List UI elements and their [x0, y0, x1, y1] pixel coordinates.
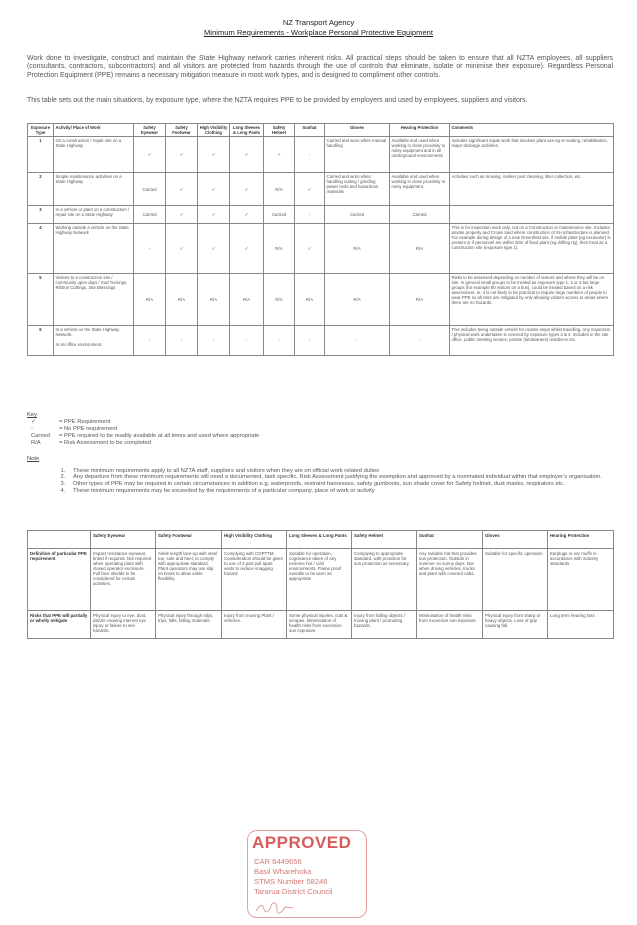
note-item: 1. These minimum requirements apply to all NZTA staff, suppliers and visitors when they are on official work related duties [67, 468, 613, 475]
col-header: Long Sleeves & Long Pants [230, 124, 264, 137]
hivis-cell: R/A [198, 274, 230, 326]
helmet-cell: R/A [264, 224, 295, 274]
helmet-cell: - [264, 326, 295, 356]
stamp-line: Tararua District Council [254, 887, 333, 896]
sleeves-cell: ✓ [230, 206, 264, 224]
comments-cell: Includes significant repair work that involves plant use eg re-sealing, rehabilitation, major drainage activities. [450, 137, 614, 173]
col-header: Comments [450, 124, 614, 137]
intro-paragraph-1: Work done to investigate, construct and maintain the State Highway network carries inherent risks. All practical steps should be taken to ensure that all NZTA employees, all suppliers (consultants, contractors, subcontractors) and all visitors are protected from hazards through the use of controls that eliminate, isolate or minimise their exposure). Regardless Personal Protection Equipment (PPE) remains a necessary mitigation measure in most work types, and is designed to compliment other controls. [27, 55, 613, 79]
col-header: Hearing Protection [548, 531, 614, 549]
table-cell: Injury from moving Plant / vehicles. [222, 611, 287, 639]
hearing-cell: Carried [390, 206, 450, 224]
hivis-cell: ✓ [198, 137, 230, 173]
table-row [28, 224, 614, 274]
helmet-cell: R/A [264, 274, 295, 326]
footwear-cell: ✓ [166, 224, 198, 274]
stamp-title: APPROVED [252, 833, 352, 852]
notes-section [27, 456, 613, 495]
table-cell: Suitable for operation, cognisance taken of any extreme hot / cold environments. Flame proof overalls to be worn as appropriate [287, 549, 352, 611]
exposure-type: 4 [28, 224, 54, 274]
note-item: 2. Any departure from these minimum requirements will need a documented, task specific, Risk Assessment justifying the exemption and approved by a nominated individual within that employer's organisation. [67, 474, 613, 481]
table-row [28, 549, 614, 611]
activity-cell: Simple maintenance activities on a State Highway [54, 173, 134, 206]
footwear-cell: - [166, 326, 198, 356]
exposure-type: 6 [28, 326, 54, 356]
activity-text: In a vehicle on the State Highway Network. [55, 327, 120, 337]
table-row [28, 326, 614, 356]
requirements-table [27, 123, 614, 356]
footwear-cell: ✓ [166, 206, 198, 224]
table-cell: Physical injury from sharp or heavy objects. Loss of grip causing fall. [483, 611, 548, 639]
sleeves-cell: ✓ [230, 137, 264, 173]
table-cell: Earplugs or ear muffs in accordance with industry standards [548, 549, 614, 611]
col-header: Sunhat [295, 124, 325, 137]
col-header: Safety Helmet [264, 124, 295, 137]
ppe-definition-table [27, 530, 614, 639]
requirements-header-row [28, 124, 614, 137]
col-header: Activity/ Place of Work [54, 124, 134, 137]
table-cell: Physical injury through slips, trips, falls, falling materials. [156, 611, 222, 639]
key-title: Key [27, 412, 37, 418]
approved-stamp [247, 830, 367, 918]
col-header: Safety Helmet [352, 531, 417, 549]
gloves-cell: R/A [325, 274, 390, 326]
document-title: NZ Transport Agency [282, 18, 355, 27]
table-cell: Physical injury to eye; dust; dazzle causing internal eye injury or failure to see hazards. [91, 611, 156, 639]
sunhat-cell: - [295, 206, 325, 224]
gloves-cell: R/A [325, 224, 390, 274]
key-text: = PPE required to be readily available at all times and used where appropriate [59, 432, 260, 439]
table-cell: Any suitable hat that provides sun protection. Outside in summer on sunny days. Not when driving vehicles, trucks and plant with covered cabs. [417, 549, 483, 611]
hearing-cell: R/A [390, 224, 450, 274]
table-cell: Injury from falling objects / moving plant / protruding hazards. [352, 611, 417, 639]
activity-cell: Visitors to a construction site / community open days / Sod Turnings, Ribbon Cuttings, Site Blessings [54, 274, 134, 326]
row-header: Definition of particular PPE requirement [28, 549, 91, 611]
eyewear-cell: - [134, 326, 166, 356]
key-section [27, 412, 613, 447]
table-cell: Some physical injuries, cuts & scrapes. Minimisation of health risks from excessive sun exposure. [287, 611, 352, 639]
table-cell: Complying with COPTTM. Consideration should be given to use of 3 part pull apart vests to reduce snagging hazard [222, 549, 287, 611]
note-item: 4. These minimum requirements may be exceeded by the requirements of a particular company, place of work or activity [67, 488, 613, 495]
key-text: = PPE Requirement [59, 418, 111, 425]
gloves-cell: Carried and worn when manual handling [325, 137, 390, 173]
hivis-cell: ✓ [198, 206, 230, 224]
col-header: Safety Eyewear [134, 124, 166, 137]
col-header: Safety Footwear [166, 124, 198, 137]
stamp-line: Basil Wharehoka [254, 867, 312, 876]
key-symbol: R/A [31, 439, 41, 446]
ppe-header-row [28, 531, 614, 549]
col-header: High Visibility Clothing [198, 124, 230, 137]
helmet-cell: ✓ [264, 137, 295, 173]
eyewear-cell: ✓ [134, 137, 166, 173]
activity-cell: In a vehicle or plant on a construction / repair site on a State Highway [54, 206, 134, 224]
gloves-cell: - [325, 326, 390, 356]
helmet-cell: Carried [264, 206, 295, 224]
table-row [28, 137, 614, 173]
table-cell: Impact resistance eyewear, tinted if required. Not required when operating plant with closed operator enclosure. Full face shields to be considered for certain activities. [91, 549, 156, 611]
intro-paragraph-2: This table sets out the main situations, by exposure type, where the NZTA requires PPE to be provided by employers and used by employees, suppliers and visitors. [27, 97, 528, 104]
col-header: Exposure Type [28, 124, 54, 137]
row-header: Risks that PPE will partially or wholly mitigate [28, 611, 91, 639]
eyewear-cell: Carried [134, 206, 166, 224]
hivis-cell: - [198, 326, 230, 356]
key-text: = No PPE requirement [59, 425, 118, 432]
eyewear-cell: - [134, 224, 166, 274]
table-row [28, 206, 614, 224]
sunhat-cell: - [295, 326, 325, 356]
key-symbol: Carried [31, 432, 51, 439]
col-header: Safety Eyewear [91, 531, 156, 549]
helmet-cell: R/A [264, 173, 295, 206]
sunhat-cell: ✓ [295, 173, 325, 206]
col-header: Long Sleeves & Long Pants [287, 531, 352, 549]
exposure-type: 5 [28, 274, 54, 326]
table-row [28, 611, 614, 639]
eyewear-cell: Carried [134, 173, 166, 206]
comments-cell [450, 206, 614, 224]
hearing-cell: R/A [390, 274, 450, 326]
exposure-type: 3 [28, 206, 54, 224]
key-symbol: - [31, 425, 33, 432]
key-text: = Risk Assessment to be completed [59, 439, 151, 446]
stamp-line: STMS Number 58246 [254, 877, 328, 886]
sleeves-cell: ✓ [230, 224, 264, 274]
note-item: 3. Other types of PPE may be required in certain circumstances in addition e.g. waterproofs, restraint harnesses, safety gumboots, sun shade cover for Safety helmet, dust masks, respirators etc. [67, 481, 613, 488]
key-item [27, 440, 613, 447]
hivis-cell: ✓ [198, 173, 230, 206]
exposure-type: 1 [28, 137, 54, 173]
activity-cell [54, 326, 134, 356]
sunhat-cell: ✓ [295, 224, 325, 274]
col-header: Hearing Protection [390, 124, 450, 137]
comments-cell: This is for inspection work only, not on a Construction or maintenance site. Includes private property and Crown land where construction of SH infrastructure is planned. For example during design of a new Greenfield site, if mobile plant (eg excavator) is present or if personnel are within 20m of fixed plant (eg drilling rig), then treat as a construction site (exposure type 1). [450, 224, 614, 274]
table-cell: Complying to appropriate standard, with provision for sun protection as necessary. [352, 549, 417, 611]
notes-title: Note [27, 456, 40, 462]
document-header [0, 18, 637, 38]
table-cell: Suitable for specific operation [483, 549, 548, 611]
comments-cell: Risks to be assessed depending on number of visitors and where they will be on site. In general small groups to be treated as exposure type 1, 2 or 3 but large groups (for example 50 visitors on a bus), could be treated based on a risk assessment. ie. It is not likely to be practical to require large numbers of people to wear PPE so all risks are mitigated by only allowing visitors access to areas where there are no hazards. [450, 274, 614, 326]
table-row [28, 274, 614, 326]
hearing-cell: Available and used when working in close proximity to noisy equipment. [390, 173, 450, 206]
table-cell: Minimisation of health risks from excessive sun exposure. [417, 611, 483, 639]
key-item [27, 419, 613, 426]
hivis-cell: ✓ [198, 224, 230, 274]
sunhat-cell: R/A [295, 274, 325, 326]
col-header: Safety Footwear [156, 531, 222, 549]
hearing-cell: - [390, 326, 450, 356]
gloves-cell: Carried and worn when handling cutting / grinding power tools and hazardous materials [325, 173, 390, 206]
comments-cell: Activities such as mowing, marker post cleaning, litter collection, etc. [450, 173, 614, 206]
gloves-cell: Carried [325, 206, 390, 224]
activity-cell: On a construction / repair site on a State Highway [54, 137, 134, 173]
activity-cell: Working outside a vehicle on the State Highway Network [54, 224, 134, 274]
col-header: Gloves [483, 531, 548, 549]
footwear-cell: ✓ [166, 173, 198, 206]
col-header: Sunhat [417, 531, 483, 549]
sleeves-cell: ✓ [230, 173, 264, 206]
sunhat-cell: - [295, 137, 325, 173]
footwear-cell: ✓ [166, 137, 198, 173]
sleeves-cell: - [230, 326, 264, 356]
notes-list [27, 468, 613, 495]
footwear-cell: R/A [166, 274, 198, 326]
document-subtitle: Minimum Requirements - Workplace Personal Protective Equipment [203, 28, 434, 37]
key-symbol: ✓ [31, 418, 36, 425]
comments-cell: This includes being outside vehicle for routine stops whilst travelling. Any inspection / physical work undertaken is covered by exposure types 3 & 4. Includes in the site office, public meeting venues, private (landowners) residence etc. [450, 326, 614, 356]
exposure-type: 2 [28, 173, 54, 206]
col-header: High Visibility Clothing [222, 531, 287, 549]
hearing-cell: Available and used when working in close proximity to noisy equipment and in all underground environments [390, 137, 450, 173]
table-cell: Ankle length lace-up with steel toe, sole and heel, to comply with appropriate standard. Plant operators may use slip on boots to allow ankle flexibility. [156, 549, 222, 611]
key-item [27, 426, 613, 433]
col-header: Gloves [325, 124, 390, 137]
key-item [27, 433, 613, 440]
sleeves-cell: R/A [230, 274, 264, 326]
signature-icon [255, 902, 295, 914]
stamp-line: CAR 6449656 [254, 857, 302, 866]
col-header [28, 531, 91, 549]
activity-text: In an office environment. [55, 342, 103, 347]
table-cell: Long term hearing loss [548, 611, 614, 639]
eyewear-cell: R/A [134, 274, 166, 326]
table-row [28, 173, 614, 206]
